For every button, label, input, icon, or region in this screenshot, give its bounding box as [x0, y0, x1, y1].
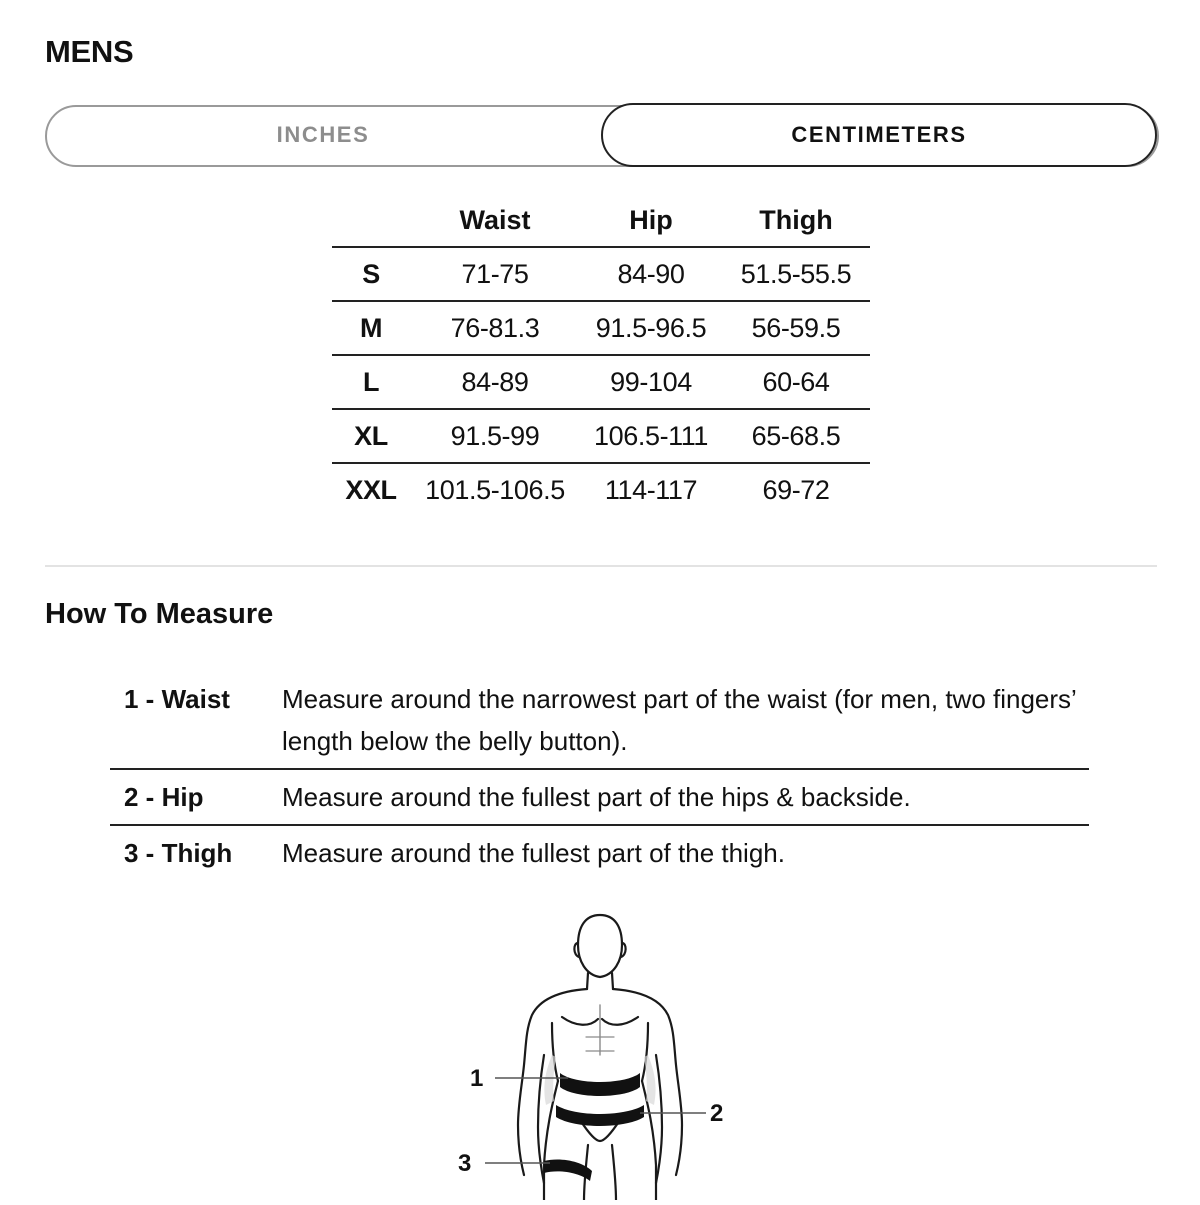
how-to-measure-title: How To Measure — [45, 598, 274, 630]
hip-value: 106.5-111 — [580, 409, 722, 463]
body-figure-drawing — [440, 905, 760, 1200]
list-item — [110, 769, 1089, 825]
waist-value: 84-89 — [410, 355, 580, 409]
section-divider — [45, 565, 1157, 567]
waist-value: 71-75 — [410, 247, 580, 301]
hip-header: Hip — [629, 204, 673, 235]
hip-value: 84-90 — [580, 247, 722, 301]
thigh-value: 60-64 — [722, 355, 870, 409]
waist-value: 91.5-99 — [410, 409, 580, 463]
thigh-value: 56-59.5 — [722, 301, 870, 355]
hip-value: 91.5-96.5 — [580, 301, 722, 355]
step-label: 2 - Hip — [110, 769, 282, 825]
list-item — [110, 672, 1089, 769]
step-label: 1 - Waist — [124, 684, 230, 714]
table-row — [332, 247, 870, 301]
size-label: XXL — [332, 463, 410, 516]
hip-value: 114-117 — [580, 463, 722, 516]
inches-toggle-button[interactable]: INCHES — [276, 122, 370, 147]
waist-header: Waist — [459, 204, 531, 235]
size-chart-table — [332, 194, 870, 516]
size-header-empty — [332, 194, 410, 247]
size-label: M — [332, 301, 410, 355]
size-label: XL — [332, 409, 410, 463]
how-to-measure-table — [110, 672, 1089, 880]
centimeters-toggle-button[interactable]: CENTIMETERS — [601, 103, 1157, 167]
thigh-value: 51.5-55.5 — [722, 247, 870, 301]
table-row — [332, 463, 870, 516]
callout-hip-number: 2 — [710, 1100, 724, 1127]
waist-value: 101.5-106.5 — [410, 463, 580, 516]
section-title: MENS — [45, 34, 134, 69]
size-chart-header-row — [332, 194, 870, 247]
table-row — [332, 355, 870, 409]
size-label: L — [332, 355, 410, 409]
callout-thigh-number: 3 — [458, 1150, 472, 1177]
thigh-header: Thigh — [759, 204, 833, 235]
unit-toggle — [45, 103, 1157, 167]
list-item — [110, 825, 1089, 880]
step-description: Measure around the fullest part of the hips & backside. — [282, 769, 1089, 825]
step-description: Measure around the fullest part of the thigh. — [282, 825, 1089, 880]
step-description: Measure around the narrowest part of the waist (for men, two fingers’ length below the belly button). — [282, 684, 1076, 756]
table-row — [332, 301, 870, 355]
waist-value: 76-81.3 — [410, 301, 580, 355]
table-row — [332, 409, 870, 463]
male-body-measurement-figure-icon — [440, 905, 760, 1200]
step-label: 3 - Thigh — [110, 825, 282, 880]
thigh-value: 65-68.5 — [722, 409, 870, 463]
hip-value: 99-104 — [580, 355, 722, 409]
size-label: S — [332, 247, 410, 301]
thigh-value: 69-72 — [722, 463, 870, 516]
callout-waist-number: 1 — [470, 1065, 484, 1092]
